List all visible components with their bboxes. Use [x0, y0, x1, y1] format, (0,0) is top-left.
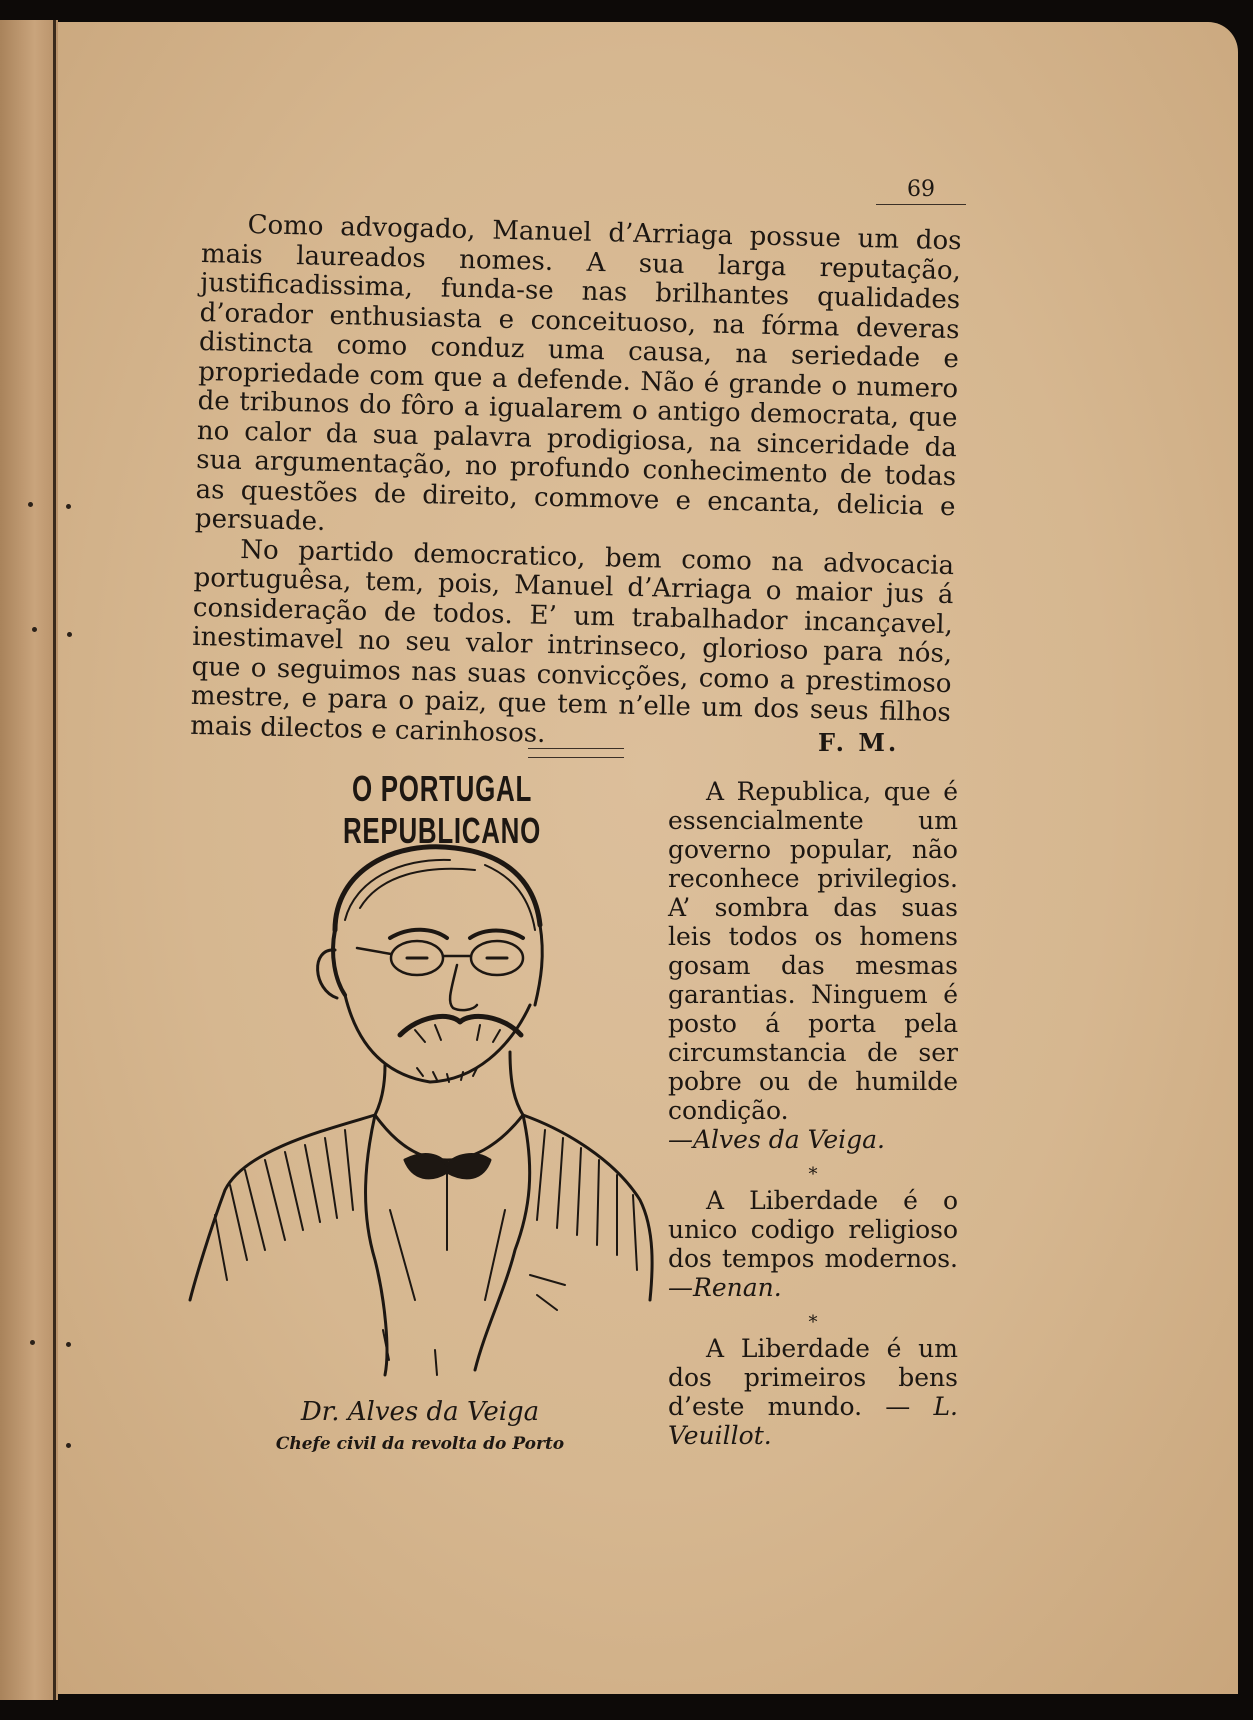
left-page-edge: [0, 20, 58, 1700]
quote-text: A Republica, que é essencialmente um governo popular, não reconhece privilegios. A’ sombra das suas leis todos os homens gosam das mesmas garantias. Ninguem é posto á porta pela circumstancia de ser pobre ou de humilde condição.: [668, 777, 958, 1125]
quote-author: L. Veuillot.: [668, 1392, 958, 1450]
portrait-caption-name: Dr. Alves da Veiga: [300, 1397, 540, 1427]
quote-author: —Alves da Veiga.: [668, 1125, 886, 1154]
quote-author: —Renan.: [668, 1273, 782, 1302]
quote-separator: *: [808, 1312, 818, 1333]
article-paragraph: No partido democratico, bem como na advocacia portuguêsa, tem, pois, Manuel d’Arriaga o maior jus á consideração de todos. E’ um trabalhador incançavel, inestimavel no seu valor intrinseco, glorioso para nós, que o seguimos nas suas convicções, como a prestimoso mestre, e para o paiz, que tem n’elle um dos seus filhos mais dilectos e carinhosos.: [189, 534, 955, 749]
quote-separator: *: [808, 1164, 818, 1185]
masthead-title: O PORTUGAL REPUBLICANO: [342, 768, 541, 851]
quotes-column: [668, 777, 958, 1450]
section-divider: [528, 748, 624, 758]
quote-item: [668, 1186, 958, 1302]
article-signature: F. M.: [818, 728, 900, 757]
portrait-caption-title: Chefe civil da revolta do Porto: [275, 1434, 565, 1454]
article-body: [190, 210, 962, 758]
quote-item: [668, 777, 958, 1154]
article-paragraph: Como advogado, Manuel d’Arriaga possue um dos mais laureados nomes. A sua larga reputação, justificadissima, funda-se nas brilhantes qualidades d’orador enthusiasta e conceituoso, na fórma deveras distincta como conduz uma causa, na seriedade e propriedade com que a defende. Não é grande o numero de tribunos do fôro a igualarem o antigo democrata, que no calor da sua palavra prodigiosa, na sinceridade da sua argumentação, no profundo conhecimento de todas as questões de direito, commove e encanta, delicia e persuade.: [194, 210, 962, 537]
portrait-engraving: [185, 830, 655, 1380]
quote-item: [668, 1334, 958, 1450]
quote-text: A Liberdade é um dos primeiros bens d’este mundo. —: [668, 1334, 958, 1421]
page-number: 69: [876, 176, 966, 205]
quote-text: A Liberdade é o unico codigo religioso dos tempos modernos.: [668, 1186, 958, 1273]
